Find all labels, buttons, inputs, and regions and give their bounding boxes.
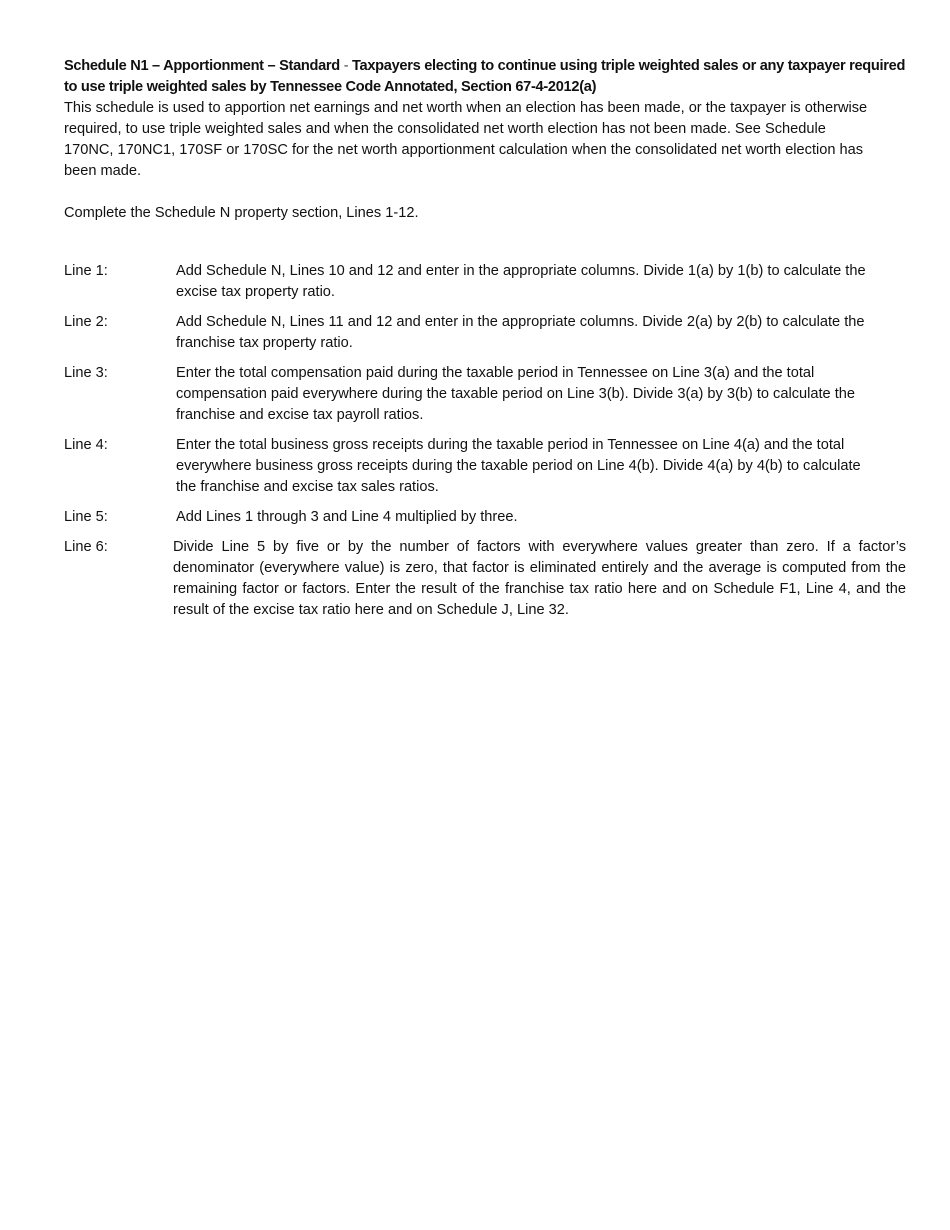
instruction-paragraph: Complete the Schedule N property section, Lines 1-12.	[64, 205, 419, 221]
title-prefix: Schedule N1 – Apportionment – Standard	[64, 58, 340, 74]
line-text: Add Schedule N, Lines 10 and 12 and enter in the appropriate columns. Divide 1(a) by 1(b) to calculate the excise tax property ratio.	[176, 263, 866, 300]
line-label: Line 5:	[64, 509, 108, 525]
intro-paragraph: This schedule is used to apportion net earnings and net worth when an election has been made, or the taxpayer is otherwise required, to use triple weighted sales and when the consolidated net worth election has not been made. See Schedule 170NC, 170NC1, 170SF or 170SC for the net worth apportionment calculation when the consolidated net worth election has been made.	[64, 100, 868, 179]
line-text: Enter the total compensation paid during the taxable period in Tennessee on Line 3(a) and the total compensation paid everywhere during the taxable period on Line 3(b). Divide 3(a) by 3(b) to calculate the franchise and excise tax payroll ratios.	[176, 365, 856, 423]
line-text: Add Schedule N, Lines 11 and 12 and enter in the appropriate columns. Divide 2(a) by 2(b) to calculate the franchise tax property ratio.	[176, 314, 865, 351]
line-item	[64, 537, 906, 621]
line-item	[64, 312, 906, 354]
line-text: Enter the total business gross receipts during the taxable period in Tennessee on Line 4(a) and the total everywhere business gross receipts during the taxable period on Line 4(b). Divide 4(a) by 4(b) to calculate the franchise and excise tax sales ratios.	[176, 437, 861, 495]
line-label: Line 4:	[64, 437, 108, 453]
schedule-title	[64, 56, 906, 98]
title-separator: -	[343, 58, 349, 74]
line-item	[64, 363, 906, 426]
line-label: Line 1:	[64, 263, 108, 279]
line-label: Line 3:	[64, 365, 108, 381]
line-label: Line 2:	[64, 314, 108, 330]
line-instructions	[64, 261, 906, 621]
document-page	[64, 56, 906, 630]
title-rest: Taxpayers electing to continue using triple weighted sales or any taxpayer required to use triple weighted sales by Tennessee Code Annotated, Section 67-4-2012(a)	[64, 58, 906, 95]
line-item	[64, 435, 906, 498]
line-item	[64, 261, 906, 303]
line-item	[64, 507, 906, 528]
line-text: Add Lines 1 through 3 and Line 4 multiplied by three.	[176, 509, 518, 525]
line-text: Divide Line 5 by five or by the number of factors with everywhere values greater than zero. If a factor’s denominator (everywhere value) is zero, that factor is eliminated entirely and the average is computed from the remaining factor or factors. Enter the result of the franchise tax ratio here and on Schedule F1, Line 4, and the result of the excise tax ratio here and on Schedule J, Line 32.	[173, 539, 906, 618]
line-label: Line 6:	[64, 539, 108, 555]
